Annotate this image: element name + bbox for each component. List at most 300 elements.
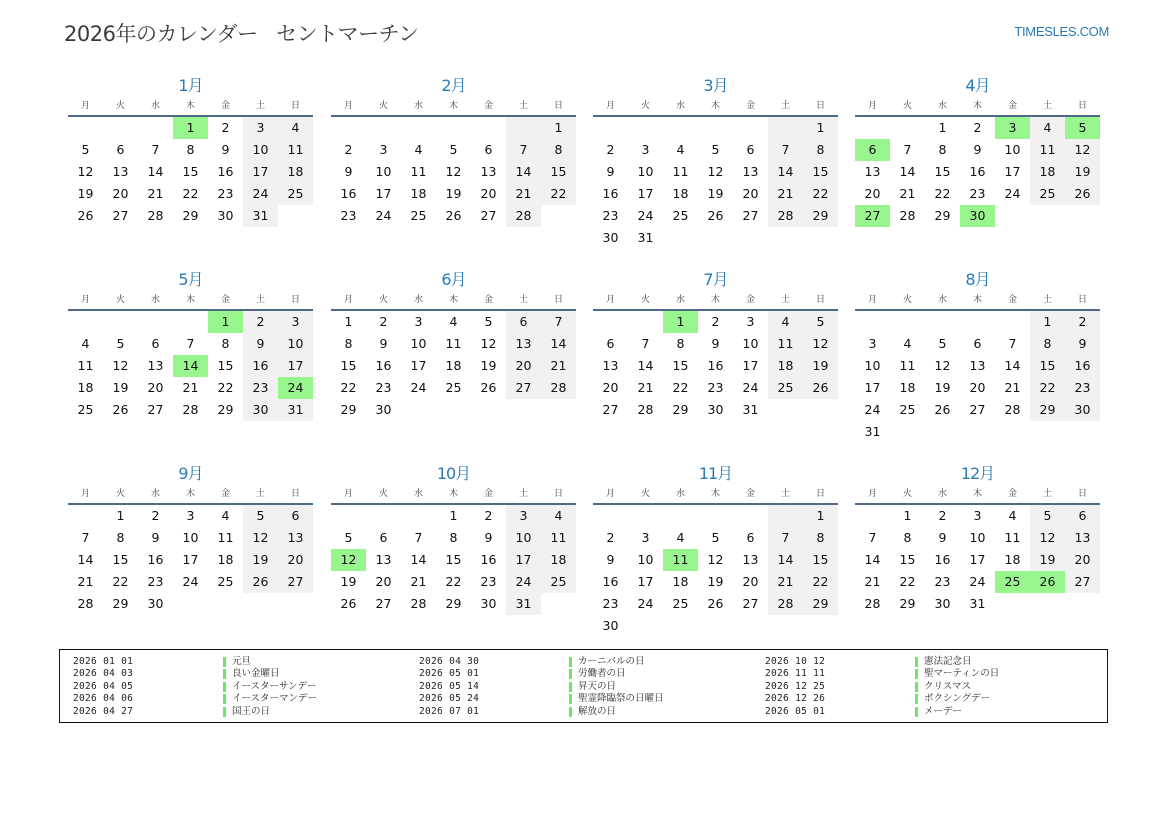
day-cell: 12 — [1065, 139, 1100, 161]
day-cell: 3 — [414, 314, 423, 329]
weekday-label: 月 — [80, 295, 90, 305]
legend-column — [419, 656, 664, 718]
week-row — [593, 615, 838, 637]
day-cell: 1 — [173, 117, 208, 139]
day-cell: 23 — [934, 574, 951, 589]
week-row — [331, 311, 576, 333]
empty-cell — [366, 117, 401, 139]
day-cell: 3 — [995, 117, 1030, 139]
weekday-label: 金 — [1007, 295, 1017, 305]
weekday-label: 金 — [220, 101, 230, 111]
weekday-header — [68, 99, 313, 117]
day-cell: 25 — [77, 402, 94, 417]
day-cell: 22 — [803, 183, 838, 205]
empty-cell — [628, 117, 663, 139]
legend-row — [419, 693, 664, 705]
month-block — [855, 269, 1100, 443]
holiday-date: 2026 05 14 — [419, 680, 480, 692]
day-cell: 30 — [602, 618, 619, 633]
day-cell: 12 — [77, 164, 94, 179]
holiday-name: 昇天の日 — [578, 680, 617, 692]
month-name: 8月 — [965, 270, 990, 289]
week-row — [68, 161, 313, 183]
day-cell: 22 — [672, 380, 689, 395]
day-cell: 1 — [344, 314, 353, 329]
day-cell: 19 — [243, 549, 278, 571]
month-name: 4月 — [965, 76, 990, 95]
day-cell: 26 — [803, 377, 838, 399]
weekday-label: 水 — [413, 489, 423, 499]
empty-cell — [960, 421, 995, 443]
day-cell: 28 — [864, 596, 881, 611]
weekday-header — [68, 487, 313, 505]
day-cell: 29 — [934, 208, 951, 223]
empty-cell — [803, 227, 838, 249]
week-row — [331, 183, 576, 205]
day-cell: 22 — [112, 574, 129, 589]
week-row — [855, 161, 1100, 183]
empty-cell — [628, 615, 663, 637]
month-name: 9月 — [178, 464, 203, 483]
day-cell: 5 — [711, 530, 720, 545]
day-cell: 2 — [151, 508, 160, 523]
day-cell: 14 — [864, 552, 881, 567]
weekday-label: 水 — [675, 101, 685, 111]
day-cell: 28 — [182, 402, 199, 417]
weekday-label: 日 — [290, 295, 300, 305]
week-row — [855, 117, 1100, 139]
week-row — [593, 139, 838, 161]
day-cell: 22 — [445, 574, 462, 589]
holiday-marker — [915, 694, 918, 704]
day-cell: 25 — [899, 402, 916, 417]
empty-cell — [995, 421, 1030, 443]
day-cell: 3 — [746, 314, 755, 329]
day-cell: 23 — [602, 208, 619, 223]
day-cell: 24 — [1004, 186, 1021, 201]
week-row — [68, 593, 313, 615]
weekday-label: 金 — [745, 101, 755, 111]
day-cell: 1 — [803, 505, 838, 527]
day-cell: 1 — [663, 311, 698, 333]
day-cell: 2 — [243, 311, 278, 333]
day-cell: 20 — [506, 355, 541, 377]
empty-cell — [628, 311, 663, 333]
day-cell: 20 — [480, 186, 497, 201]
weekday-label: 日 — [553, 489, 563, 499]
empty-cell — [803, 615, 838, 637]
holiday-marker — [223, 669, 226, 679]
week-row — [331, 527, 576, 549]
day-cell: 11 — [77, 358, 94, 373]
day-cell: 2 — [938, 508, 947, 523]
month-block — [331, 463, 576, 615]
day-cell: 20 — [147, 380, 164, 395]
day-cell: 29 — [112, 596, 129, 611]
day-cell: 10 — [278, 333, 313, 355]
day-cell: 17 — [410, 358, 427, 373]
day-cell: 29 — [340, 402, 357, 417]
day-cell: 18 — [768, 355, 803, 377]
empty-cell — [890, 421, 925, 443]
weekday-label: 水 — [413, 101, 423, 111]
weekday-label: 月 — [343, 489, 353, 499]
day-cell: 19 — [77, 186, 94, 201]
day-cell: 9 — [606, 552, 615, 567]
day-cell: 6 — [506, 311, 541, 333]
day-cell: 10 — [375, 164, 392, 179]
legend-column — [765, 656, 999, 718]
day-cell: 25 — [278, 183, 313, 205]
month-name: 6月 — [441, 270, 466, 289]
day-cell: 21 — [147, 186, 164, 201]
day-cell: 11 — [445, 336, 462, 351]
day-cell: 31 — [506, 593, 541, 615]
holiday-date: 2026 04 05 — [73, 680, 134, 692]
day-cell: 28 — [77, 596, 94, 611]
month-name: 10月 — [436, 464, 471, 483]
day-cell: 22 — [340, 380, 357, 395]
day-cell: 19 — [340, 574, 357, 589]
day-cell: 13 — [278, 527, 313, 549]
day-cell: 26 — [707, 208, 724, 223]
day-cell: 31 — [864, 424, 881, 439]
day-cell: 21 — [506, 183, 541, 205]
day-cell: 23 — [969, 186, 986, 201]
day-cell: 7 — [541, 311, 576, 333]
day-cell: 5 — [243, 505, 278, 527]
weekday-header — [331, 487, 576, 505]
empty-cell — [960, 311, 995, 333]
day-cell: 25 — [410, 208, 427, 223]
week-row — [68, 139, 313, 161]
holiday-name: 解放の日 — [578, 705, 617, 717]
day-cell: 17 — [375, 186, 392, 201]
day-cell: 20 — [602, 380, 619, 395]
week-row — [68, 311, 313, 333]
day-cell: 16 — [707, 358, 724, 373]
weekday-label: 火 — [640, 489, 650, 499]
day-cell: 21 — [768, 183, 803, 205]
week-row — [855, 205, 1100, 227]
week-row — [68, 377, 313, 399]
day-cell: 19 — [707, 574, 724, 589]
day-cell: 14 — [768, 549, 803, 571]
day-cell: 24 — [278, 377, 313, 399]
empty-cell — [698, 505, 733, 527]
day-cell: 29 — [899, 596, 916, 611]
weekday-label: 月 — [867, 101, 877, 111]
month-block — [593, 463, 838, 637]
weekday-label: 木 — [185, 489, 195, 499]
holiday-name: 聖マーティンの日 — [924, 668, 1000, 680]
legend-row — [73, 693, 317, 705]
empty-cell — [890, 311, 925, 333]
day-cell: 3 — [641, 530, 650, 545]
holiday-date: 2026 05 24 — [419, 693, 480, 705]
empty-cell — [698, 227, 733, 249]
weekday-label: 木 — [448, 295, 458, 305]
week-row — [855, 593, 1100, 615]
day-cell: 13 — [602, 358, 619, 373]
day-cell: 8 — [541, 139, 576, 161]
legend-row — [765, 681, 999, 693]
weekday-label: 水 — [937, 101, 947, 111]
empty-cell — [138, 117, 173, 139]
holiday-name: 聖霊降臨祭の日曜日 — [578, 693, 664, 705]
day-cell: 15 — [672, 358, 689, 373]
weekday-label: 金 — [483, 295, 493, 305]
day-cell: 15 — [899, 552, 916, 567]
day-cell: 31 — [243, 205, 278, 227]
day-cell: 25 — [995, 571, 1030, 593]
week-row — [331, 571, 576, 593]
legend-row — [73, 668, 317, 680]
day-cell: 10 — [182, 530, 199, 545]
week-row — [855, 399, 1100, 421]
day-cell: 10 — [506, 527, 541, 549]
week-row — [68, 505, 313, 527]
day-cell: 11 — [663, 549, 698, 571]
empty-cell — [803, 399, 838, 421]
day-cell: 25 — [768, 377, 803, 399]
day-cell: 2 — [484, 508, 493, 523]
day-cell: 18 — [217, 552, 234, 567]
legend-row — [765, 656, 999, 668]
weekday-label: 月 — [867, 295, 877, 305]
empty-cell — [663, 505, 698, 527]
weekday-header — [331, 293, 576, 311]
day-cell: 16 — [480, 552, 497, 567]
day-cell: 5 — [81, 142, 90, 157]
weekday-label: 土 — [518, 101, 528, 111]
day-cell: 13 — [742, 164, 759, 179]
brand-link[interactable]: TIMESLES.COM — [1014, 24, 1109, 39]
empty-cell — [331, 117, 366, 139]
day-cell: 25 — [541, 571, 576, 593]
day-cell: 30 — [1065, 399, 1100, 421]
weekday-label: 土 — [1042, 489, 1052, 499]
weekday-label: 月 — [605, 101, 615, 111]
day-cell: 7 — [1008, 336, 1017, 351]
day-cell: 8 — [903, 530, 912, 545]
weekday-label: 日 — [553, 101, 563, 111]
weekday-label: 木 — [185, 101, 195, 111]
weekday-label: 日 — [553, 295, 563, 305]
weekday-label: 水 — [675, 489, 685, 499]
day-cell: 14 — [410, 552, 427, 567]
weekday-label: 日 — [1077, 295, 1087, 305]
empty-cell — [1030, 205, 1065, 227]
day-cell: 10 — [864, 358, 881, 373]
day-cell: 10 — [410, 336, 427, 351]
day-cell: 23 — [707, 380, 724, 395]
day-cell: 9 — [484, 530, 493, 545]
day-cell: 11 — [672, 164, 689, 179]
weekday-header — [331, 99, 576, 117]
day-cell: 2 — [606, 530, 615, 545]
empty-cell — [331, 505, 366, 527]
holiday-name: クリスマス — [924, 680, 972, 692]
day-cell: 22 — [934, 186, 951, 201]
week-row — [855, 183, 1100, 205]
empty-cell — [768, 117, 803, 139]
holiday-date: 2026 04 03 — [73, 668, 134, 680]
week-row — [855, 355, 1100, 377]
day-cell: 22 — [1030, 377, 1065, 399]
weekday-header — [68, 293, 313, 311]
week-row — [855, 549, 1100, 571]
weekday-label: 火 — [115, 295, 125, 305]
week-row — [593, 549, 838, 571]
day-cell: 31 — [969, 596, 986, 611]
week-row — [68, 399, 313, 421]
day-cell: 11 — [217, 530, 234, 545]
weekday-label: 土 — [780, 101, 790, 111]
week-row — [68, 183, 313, 205]
week-row — [855, 421, 1100, 443]
day-cell: 9 — [606, 164, 615, 179]
weekday-label: 金 — [220, 295, 230, 305]
holiday-marker — [223, 657, 226, 667]
week-row — [68, 549, 313, 571]
legend-column — [73, 656, 317, 718]
empty-cell — [278, 593, 313, 615]
day-cell: 15 — [217, 358, 234, 373]
day-cell: 4 — [1030, 117, 1065, 139]
weekday-label: 火 — [640, 295, 650, 305]
empty-cell — [208, 593, 243, 615]
day-cell: 16 — [602, 574, 619, 589]
weekday-label: 水 — [150, 489, 160, 499]
weekday-label: 月 — [343, 295, 353, 305]
week-row — [331, 355, 576, 377]
weekday-label: 木 — [710, 489, 720, 499]
day-cell: 20 — [742, 186, 759, 201]
week-row — [593, 399, 838, 421]
weekday-label: 日 — [290, 101, 300, 111]
weekday-label: 金 — [483, 489, 493, 499]
week-row — [593, 377, 838, 399]
empty-cell — [471, 399, 506, 421]
legend-row — [765, 668, 999, 680]
weekday-label: 土 — [1042, 295, 1052, 305]
day-cell: 17 — [969, 552, 986, 567]
month-block — [855, 75, 1100, 227]
weekday-label: 月 — [605, 295, 615, 305]
day-cell: 7 — [903, 142, 912, 157]
weekday-label: 月 — [80, 101, 90, 111]
day-cell: 22 — [899, 574, 916, 589]
week-row — [593, 311, 838, 333]
week-row — [855, 377, 1100, 399]
week-row — [855, 311, 1100, 333]
day-cell: 2 — [379, 314, 388, 329]
day-cell: 9 — [344, 164, 353, 179]
day-cell: 24 — [243, 183, 278, 205]
day-cell: 14 — [147, 164, 164, 179]
weekday-label: 金 — [745, 295, 755, 305]
week-row — [593, 117, 838, 139]
day-cell: 4 — [414, 142, 423, 157]
day-cell: 16 — [375, 358, 392, 373]
holiday-name: 良い金曜日 — [232, 668, 280, 680]
day-cell: 26 — [77, 208, 94, 223]
weekday-label: 木 — [710, 295, 720, 305]
day-cell: 21 — [77, 574, 94, 589]
day-cell: 26 — [1030, 571, 1065, 593]
day-cell: 30 — [934, 596, 951, 611]
day-cell: 6 — [746, 530, 755, 545]
day-cell: 1 — [449, 508, 458, 523]
day-cell: 16 — [243, 355, 278, 377]
empty-cell — [855, 505, 890, 527]
empty-cell — [663, 227, 698, 249]
weekday-label: 水 — [150, 101, 160, 111]
weekday-label: 日 — [290, 489, 300, 499]
legend-row — [765, 693, 999, 705]
day-cell: 26 — [707, 596, 724, 611]
day-cell: 30 — [602, 230, 619, 245]
day-cell: 3 — [278, 311, 313, 333]
day-cell: 28 — [637, 402, 654, 417]
empty-cell — [541, 593, 576, 615]
day-cell: 12 — [331, 549, 366, 571]
day-cell: 24 — [506, 571, 541, 593]
month-block — [68, 269, 313, 421]
day-cell: 15 — [803, 161, 838, 183]
day-cell: 3 — [868, 336, 877, 351]
day-cell: 19 — [1065, 161, 1100, 183]
day-cell: 26 — [480, 380, 497, 395]
day-cell: 24 — [742, 380, 759, 395]
day-cell: 24 — [637, 596, 654, 611]
empty-cell — [436, 399, 471, 421]
holiday-name: ボクシングデー — [924, 693, 991, 705]
day-cell: 3 — [641, 142, 650, 157]
day-cell: 1 — [903, 508, 912, 523]
empty-cell — [698, 615, 733, 637]
day-cell: 18 — [445, 358, 462, 373]
day-cell: 16 — [969, 164, 986, 179]
day-cell: 8 — [449, 530, 458, 545]
week-row — [593, 161, 838, 183]
day-cell: 24 — [375, 208, 392, 223]
weekday-label: 土 — [518, 295, 528, 305]
day-cell: 30 — [243, 399, 278, 421]
holiday-marker — [569, 707, 572, 717]
weekday-label: 木 — [710, 101, 720, 111]
day-cell: 31 — [742, 402, 759, 417]
empty-cell — [173, 311, 208, 333]
day-cell: 11 — [278, 139, 313, 161]
day-cell: 13 — [375, 552, 392, 567]
week-row — [68, 527, 313, 549]
day-cell: 23 — [340, 208, 357, 223]
holiday-name: 元旦 — [232, 656, 252, 667]
weekday-label: 日 — [815, 101, 825, 111]
day-cell: 4 — [81, 336, 90, 351]
page-title: 2026年のカレンダー セントマーチン — [64, 22, 419, 46]
empty-cell — [243, 593, 278, 615]
weekday-label: 日 — [1077, 489, 1087, 499]
week-row — [68, 333, 313, 355]
day-cell: 22 — [803, 571, 838, 593]
day-cell: 18 — [672, 574, 689, 589]
empty-cell — [68, 311, 103, 333]
month-block — [331, 75, 576, 227]
day-cell: 6 — [116, 142, 125, 157]
